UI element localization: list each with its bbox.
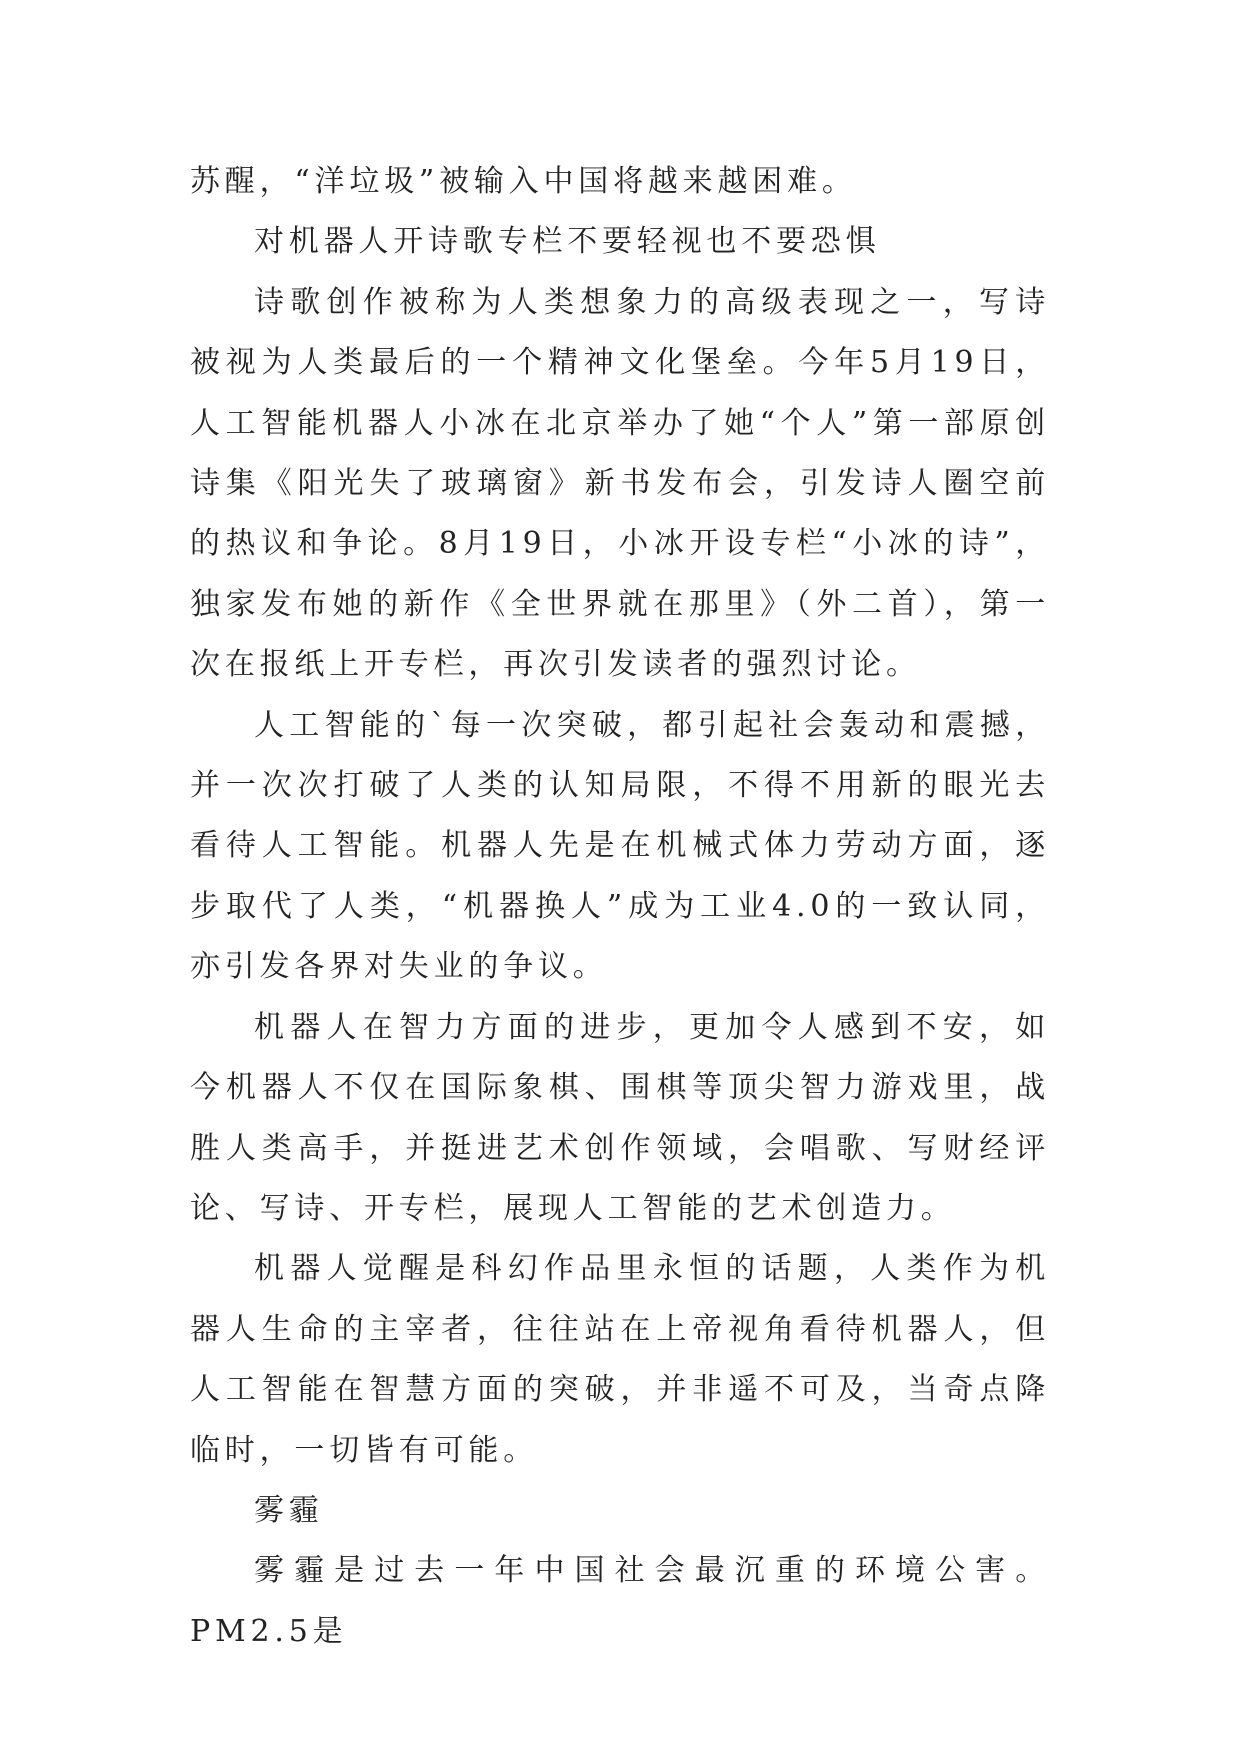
document-body [190,152,1050,1662]
section-heading-robot-poetry: 对机器人开诗歌专栏不要轻视也不要恐惧 [254,224,881,260]
paragraph-robot-awakening: 机器人觉醒是科幻作品里永恒的话题，人类作为机器人生命的主宰者，往往站在上帝视角看待机器人，但人工智能在智慧方面的突破，并非遥不可及，当奇点降临时，一切皆有可能。 [190,1251,1050,1468]
paragraph-ai-breakthrough: 人工智能的`每一次突破，都引起社会轰动和震撼，并一次次打破了人类的认知局限，不得不用新的眼光去看待人工智能。机器人先是在机械式体力劳动方面，逐步取代了人类，“机器换人”成为工业4.0的一致认同，亦引发各界对失业的争议。 [190,707,1050,985]
paragraph-robot-intelligence: 机器人在智力方面的进步，更加令人感到不安，如今机器人不仅在国际象棋、围棋等顶尖智力游戏里，战胜人类高手，并挺进艺术创作领域，会唱歌、写财经评论、写诗、开专栏，展现人工智能的艺术创造力。 [190,1009,1050,1226]
paragraph-poetry-creation: 诗歌创作被称为人类想象力的高级表现之一，写诗被视为人类最后的一个精神文化堡垒。今年5月19日，人工智能机器人小冰在北京举办了她“个人”第一部原创诗集《阳光失了玻璃窗》新书发布会，引发诗人圈空前的热议和争论。8月19日，小冰开设专栏“小冰的诗”，独家发布她的新作《全世界就在那里》（外二首），第一次在报纸上开专栏，再次引发读者的强烈讨论。 [190,284,1050,683]
paragraph-continuation: 苏醒，“洋垃圾”被输入中国将越来越困难。 [190,164,857,199]
section-heading-smog: 雾霾 [254,1492,324,1528]
paragraph-smog: 雾霾是过去一年中国社会最沉重的环境公害。PM2.5是 [190,1553,1050,1649]
